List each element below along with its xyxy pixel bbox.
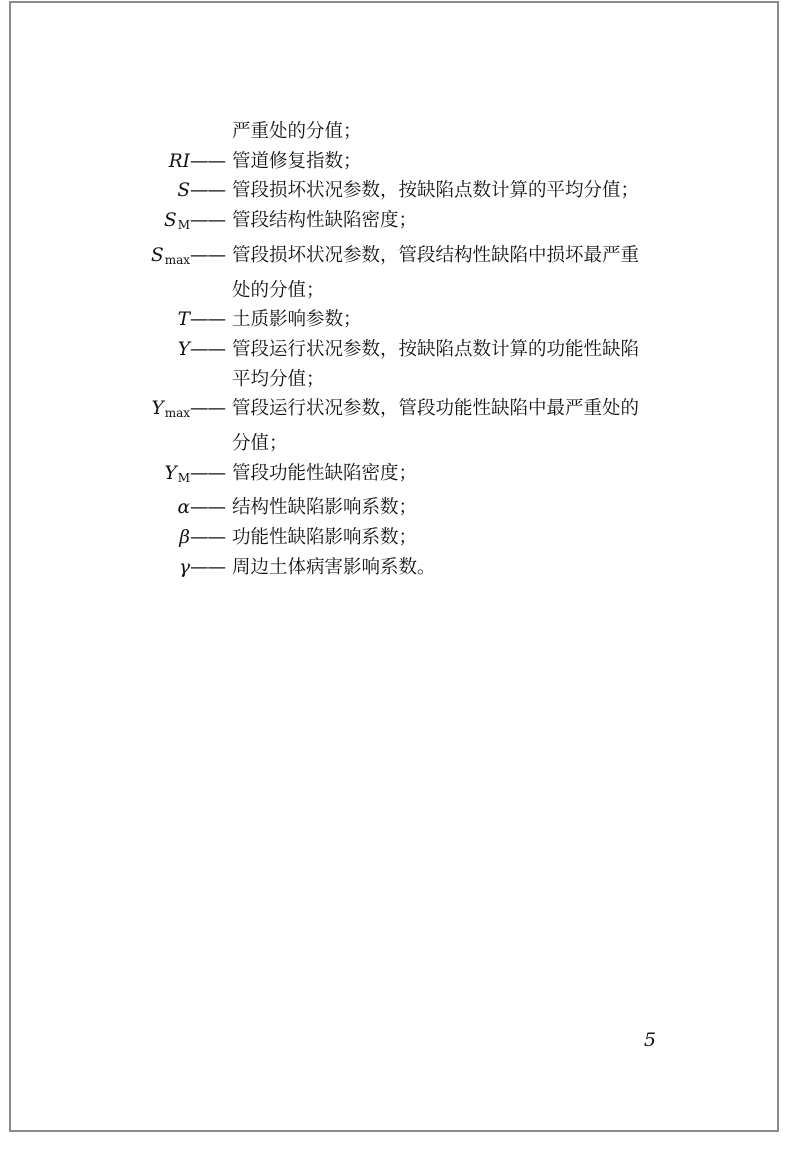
definition-symbol: γ [178,556,190,578]
definition-symbol: $S_{max}$ [151,244,190,267]
definition-text: 平均分值； [232,368,325,390]
symbol-subscript: max [164,252,190,267]
definition-dash: —— [190,150,225,172]
symbol-subscript: M [177,218,190,233]
definition-dash: —— [190,210,225,232]
definition-dash: —— [190,497,225,519]
definition-dash: —— [190,556,225,578]
definition-beta [150,523,690,553]
definition-text: 土质影响参数； [232,309,362,331]
definition-symbol: $Y_{max}$ [151,398,190,421]
definition-dash: —— [190,338,225,360]
definition-sm [150,206,690,241]
definition-smax-continued [150,276,690,306]
symbol-subscript: max [164,406,190,421]
definition-dash: —— [190,462,225,484]
definition-dash: —— [190,244,225,266]
definition-smax [150,241,690,276]
definition-ri [150,147,690,177]
definition-text: 管段功能性缺陷密度； [232,462,418,484]
definition-text: 管道修复指数； [232,150,362,172]
definition-y [150,335,690,365]
definition-text: 管段结构性缺陷密度； [232,210,418,232]
definition-symbol: Y [177,338,190,360]
definition-symbol: α [177,497,190,519]
definition-text: 功能性缺陷影响系数； [232,527,418,549]
definition-ym [150,459,690,494]
definition-text: 管段损坏状况参数，按缺陷点数计算的平均分值； [232,180,640,202]
definition-text: 周边土体病害影响系数。 [232,556,436,578]
definition-continuation [150,117,690,147]
page-number: 5 [643,1029,656,1051]
definition-dash: —— [190,180,225,202]
definition-symbol: $S_M$ [164,210,190,233]
definition-dash: —— [190,309,225,331]
definition-text: 管段损坏状况参数，管段结构性缺陷中损坏最严重 [232,244,640,266]
definition-s [150,176,690,206]
definition-text: 分值； [232,433,288,455]
definition-symbol: T [177,309,190,331]
definition-symbol: RI [168,150,190,172]
definition-symbol: β [179,527,190,549]
definition-dash: —— [190,398,225,420]
definition-dash: —— [190,527,225,549]
symbol-definition-list [150,117,690,583]
definition-y-continued [150,365,690,395]
definition-t [150,305,690,335]
definition-text: 管段运行状况参数，管段功能性缺陷中最严重处的 [232,398,640,420]
definition-text: 结构性缺陷影响系数； [232,497,418,519]
definition-ymax [150,394,690,429]
definition-ymax-continued [150,429,690,459]
definition-symbol: S [177,180,190,202]
definition-gamma [150,553,690,583]
definition-text: 严重处的分值； [232,121,362,142]
definition-symbol: $Y_M$ [164,462,190,485]
symbol-subscript: M [177,470,190,485]
definition-text: 处的分值； [232,279,325,301]
definition-text: 管段运行状况参数，按缺陷点数计算的功能性缺陷 [232,338,640,360]
definition-alpha [150,493,690,523]
